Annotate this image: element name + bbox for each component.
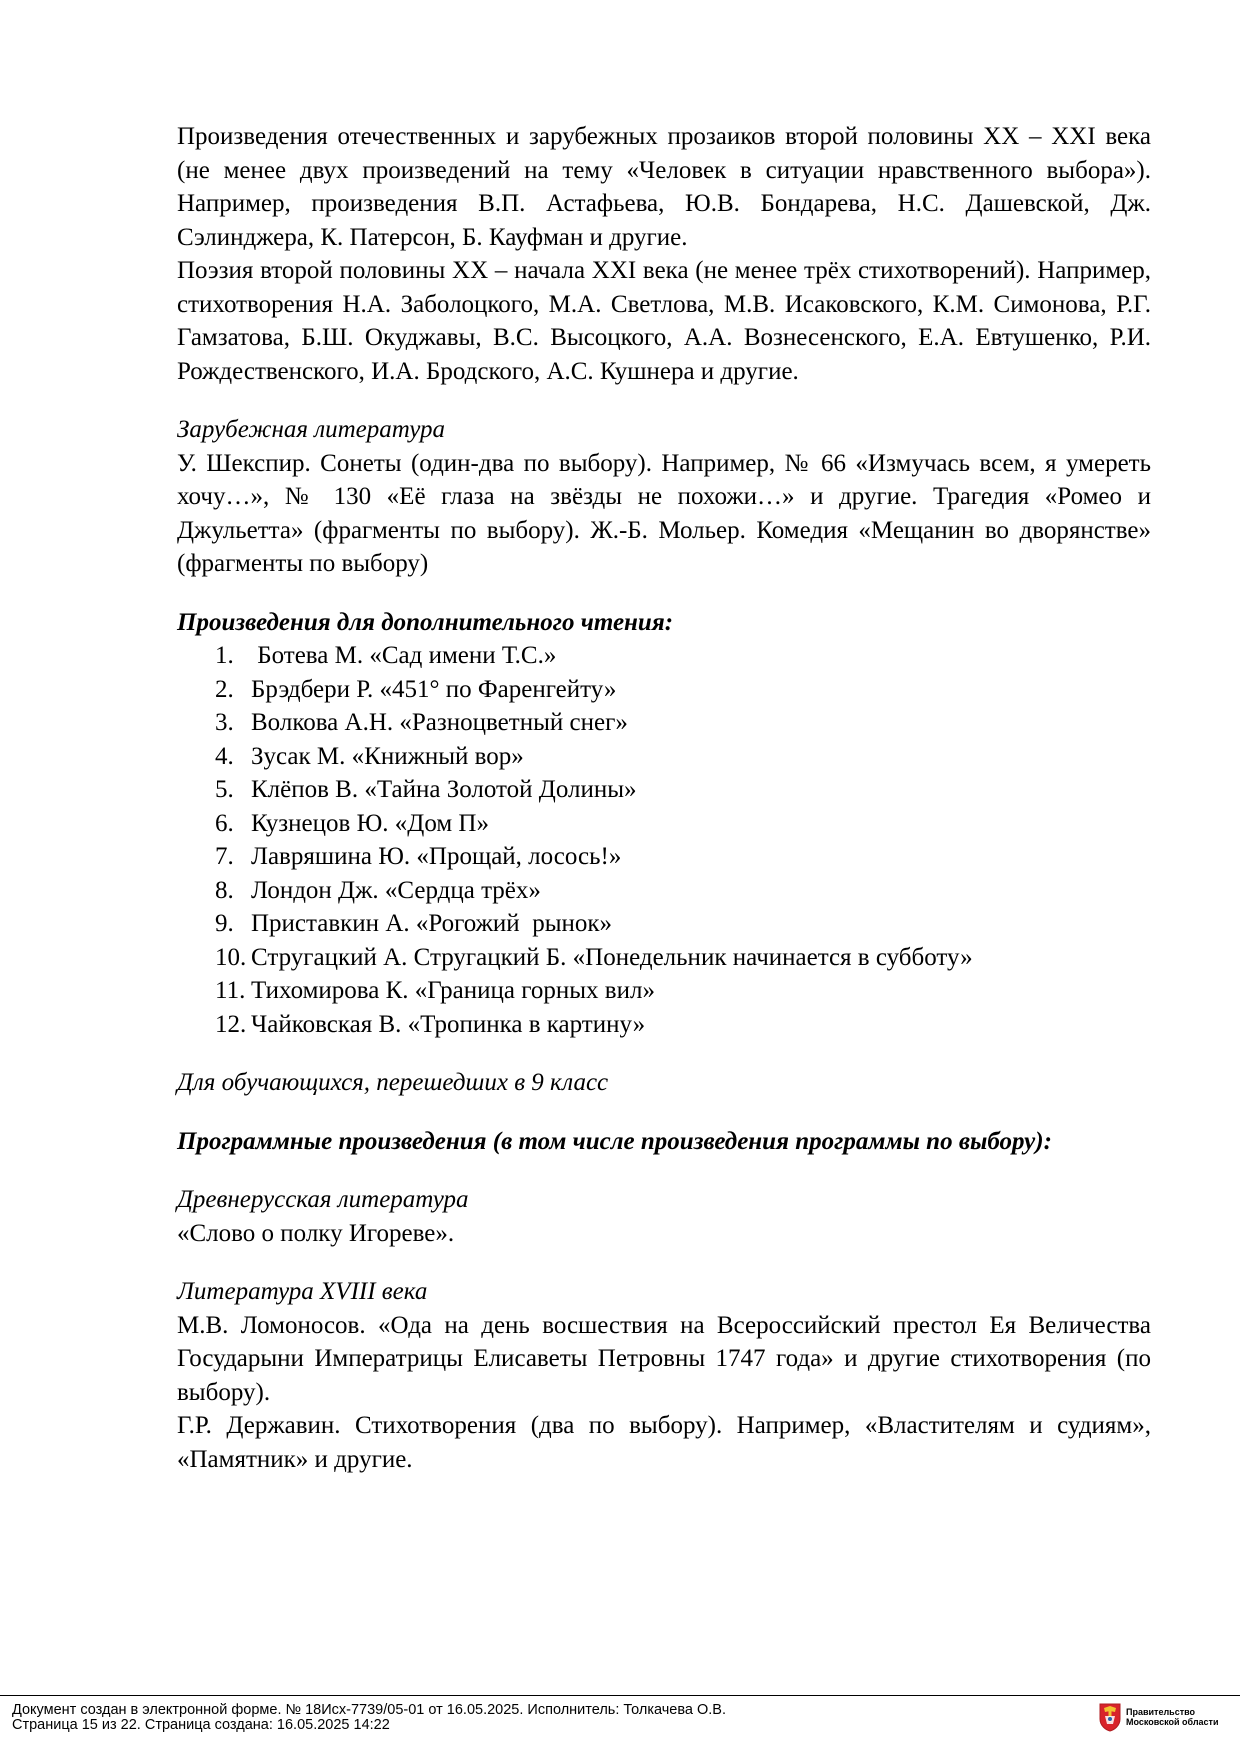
- c18-heading: Литература XVIII века: [177, 1278, 428, 1305]
- paragraph-poetry: Поэзия второй половины XX – начала XXI века (не менее трёх стихотворений). Например, стихотворения Н.А. Заболоцкого, М.А. Светлова, М.В. Исаковского, К.М. Симонова, Р.Г. Гамзатова, Б.Ш. Окуджавы, В.С. Высоцкого, А.А. Вознесенского, Е.А. Евтушенко, Р.И. Рождественского, И.А. Бродского, А.С. Кушнера и другие.: [177, 257, 1151, 385]
- extra-reading-list: [177, 639, 1151, 1041]
- logo-line-2: Московской области: [1126, 1717, 1219, 1727]
- c18-lomonosov-text: М.В. Ломоносов. «Ода на день восшествия на Всероссийский престол Ея Величества Государыни Императрицы Елисаветы Петровны 1747 года» и другие стихотворения (по выбору).: [177, 1311, 1151, 1406]
- list-item: 5. Клёпов В. «Тайна Золотой Долины»: [215, 776, 637, 803]
- list-item: 8. Лондон Дж. «Сердца трёх»: [215, 876, 541, 904]
- c18-derzhavin-text: Г.Р. Державин. Стихотворения (два по выбору). Например, «Властителям и судиям», «Памятник» и другие.: [177, 1412, 1151, 1473]
- footer-stamp: [12, 1703, 1092, 1733]
- government-logo: [1098, 1702, 1219, 1732]
- footer-line-1: Документ создан в электронной форме. № 18Исх-7739/05-01 от 16.05.2025. Исполнитель: Толкачева О.В.: [12, 1702, 726, 1718]
- list-item: 11. Тихомирова К. «Граница горных вил»: [215, 977, 655, 1004]
- list-item: 12. Чайковская В. «Тропинка в картину»: [215, 1010, 646, 1038]
- foreign-literature-heading: Зарубежная литература: [177, 416, 445, 443]
- old-russian-heading: Древнерусская литература: [177, 1186, 469, 1213]
- grade9-heading: Для обучающихся, перешедших в 9 класс: [177, 1069, 609, 1096]
- list-item: 3. Волкова А.Н. «Разноцветный снег»: [215, 709, 628, 736]
- list-item: 10. Стругацкий А. Стругацкий Б. «Понедельник начинается в субботу»: [215, 943, 973, 971]
- footer-divider: [0, 1695, 1240, 1696]
- extra-reading-heading: Произведения для дополнительного чтения:: [177, 608, 674, 636]
- footer-line-2: Страница 15 из 22. Страница создана: 16.05.2025 14:22: [12, 1717, 390, 1733]
- list-item: 4. Зусак М. «Книжный вор»: [215, 742, 524, 770]
- logo-line-1: Правительство: [1126, 1707, 1196, 1717]
- old-russian-text: «Слово о полку Игореве».: [177, 1219, 455, 1247]
- document-body: [177, 120, 1151, 1476]
- list-item: 9. Приставкин А. «Рогожий рынок»: [215, 910, 613, 937]
- list-item: 6. Кузнецов Ю. «Дом П»: [215, 809, 489, 837]
- list-item: 1. Ботева М. «Сад имени Т.С.»: [215, 642, 557, 669]
- list-item: 7. Лавряшина Ю. «Прощай, лосось!»: [215, 843, 622, 870]
- list-item: 2. Брэдбери Р. «451° по Фаренгейту»: [215, 675, 617, 703]
- program-works-heading: Программные произведения (в том числе произведения программы по выбору):: [177, 1127, 1052, 1155]
- foreign-literature-text: У. Шекспир. Сонеты (один-два по выбору). Например, № 66 «Измучась всем, я умереть хочу…», № 130 «Её глаза на звёзды не похожи…» и другие. Трагедия «Ромео и Джульетта» (фрагменты по выбору). Ж.-Б. Мольер. Комедия «Мещанин во дворянстве» (фрагменты по выбору): [177, 449, 1151, 577]
- moscow-region-coat-of-arms-icon: [1098, 1702, 1122, 1732]
- paragraph-prose: Произведения отечественных и зарубежных прозаиков второй половины XX – XXI века (не менее двух произведений на тему «Человек в ситуации нравственного выбора»). Например, произведения В.П. Астафьева, Ю.В. Бондарева, Н.С. Дашевской, Дж. Сэлинджера, К. Патерсон, Б. Кауфман и другие.: [177, 123, 1151, 251]
